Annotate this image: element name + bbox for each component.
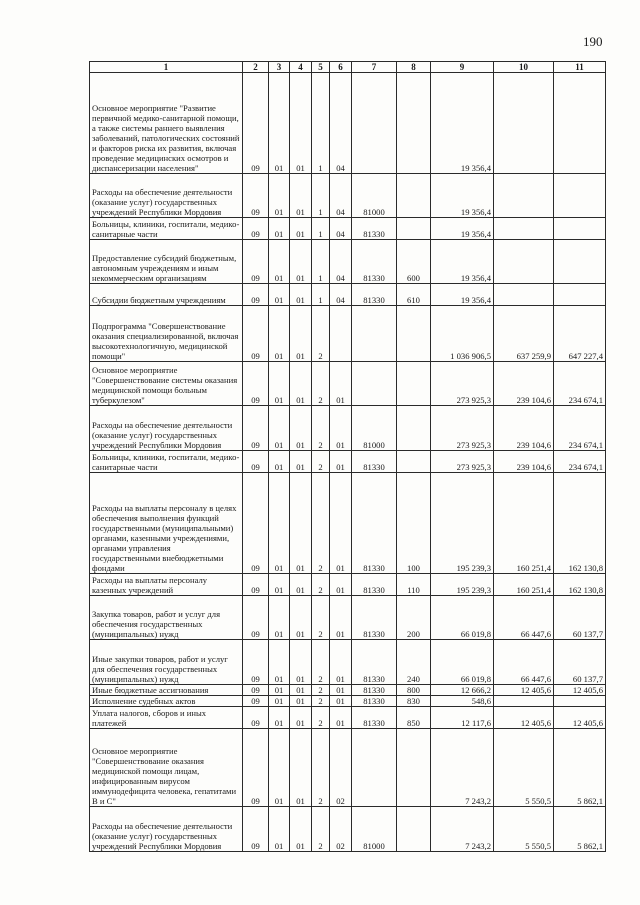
amount-year-2: 12 405,6	[494, 685, 554, 696]
amount-year-1: 19 356,4	[431, 284, 494, 306]
code-pr: 01	[290, 240, 312, 284]
amount-year-2: 66 447,6	[494, 596, 554, 640]
code-event: 02	[330, 807, 352, 852]
code-gp: 09	[243, 362, 269, 406]
table-row	[90, 406, 606, 451]
code-direction: 81330	[352, 574, 397, 596]
code-event: 01	[330, 451, 352, 473]
amount-year-1: 195 239,3	[431, 574, 494, 596]
code-gp: 09	[243, 451, 269, 473]
code-direction	[352, 362, 397, 406]
code-vr	[397, 451, 431, 473]
code-sub: 2	[312, 685, 330, 696]
code-vr	[397, 729, 431, 807]
code-pr: 01	[290, 696, 312, 707]
code-vr: 800	[397, 685, 431, 696]
header-col-1: 1	[90, 62, 243, 73]
code-sub: 2	[312, 406, 330, 451]
table-row	[90, 807, 606, 852]
code-rz: 01	[269, 174, 290, 218]
code-direction: 81330	[352, 473, 397, 574]
code-vr	[397, 73, 431, 174]
table-row	[90, 73, 606, 174]
budget-table	[89, 61, 606, 852]
amount-year-2: 160 251,4	[494, 574, 554, 596]
code-rz: 01	[269, 707, 290, 729]
amount-year-2: 66 447,6	[494, 640, 554, 685]
code-sub: 1	[312, 73, 330, 174]
code-rz: 01	[269, 240, 290, 284]
code-pr: 01	[290, 451, 312, 473]
row-name: Расходы на обеспечение деятельности (оказание услуг) государственных учреждений Республики Мордовия	[90, 807, 243, 852]
table-row	[90, 451, 606, 473]
header-col-3: 3	[269, 62, 290, 73]
amount-year-1: 195 239,3	[431, 473, 494, 574]
amount-year-3: 12 405,6	[554, 685, 606, 696]
code-vr: 830	[397, 696, 431, 707]
row-name: Основное мероприятие "Развитие первичной медико-санитарной помощи, а также системы раннего выявления заболеваний, патологических состояний и факторов риска их развития, включая проведение медицинских осмотров и диспансеризации населения"	[90, 73, 243, 174]
code-pr: 01	[290, 685, 312, 696]
code-rz: 01	[269, 306, 290, 362]
table-row	[90, 306, 606, 362]
code-gp: 09	[243, 596, 269, 640]
code-rz: 01	[269, 473, 290, 574]
code-vr	[397, 174, 431, 218]
code-rz: 01	[269, 406, 290, 451]
code-vr: 200	[397, 596, 431, 640]
amount-year-2	[494, 240, 554, 284]
amount-year-1: 273 925,3	[431, 362, 494, 406]
amount-year-3: 162 130,8	[554, 473, 606, 574]
amount-year-1: 19 356,4	[431, 73, 494, 174]
code-vr: 110	[397, 574, 431, 596]
amount-year-2	[494, 73, 554, 174]
code-pr: 01	[290, 218, 312, 240]
header-col-10: 10	[494, 62, 554, 73]
code-direction: 81330	[352, 451, 397, 473]
amount-year-3: 5 862,1	[554, 807, 606, 852]
table-row	[90, 640, 606, 685]
code-gp: 09	[243, 640, 269, 685]
code-direction: 81000	[352, 807, 397, 852]
header-row	[90, 62, 606, 73]
code-pr: 01	[290, 284, 312, 306]
code-pr: 01	[290, 640, 312, 685]
code-pr: 01	[290, 473, 312, 574]
table-row	[90, 174, 606, 218]
code-direction: 81000	[352, 406, 397, 451]
row-name: Основное мероприятие "Совершенствование системы оказания медицинской помощи больным туберкулезом"	[90, 362, 243, 406]
row-name: Расходы на обеспечение деятельности (оказание услуг) государственных учреждений Республики Мордовия	[90, 174, 243, 218]
code-pr: 01	[290, 174, 312, 218]
code-event: 02	[330, 729, 352, 807]
code-direction: 81330	[352, 218, 397, 240]
code-rz: 01	[269, 596, 290, 640]
header-col-11: 11	[554, 62, 606, 73]
amount-year-1: 548,6	[431, 696, 494, 707]
code-direction	[352, 73, 397, 174]
amount-year-3	[554, 174, 606, 218]
code-sub: 1	[312, 174, 330, 218]
code-sub: 2	[312, 807, 330, 852]
code-gp: 09	[243, 73, 269, 174]
amount-year-1: 273 925,3	[431, 406, 494, 451]
code-sub: 2	[312, 596, 330, 640]
table-row	[90, 284, 606, 306]
code-event: 04	[330, 240, 352, 284]
code-rz: 01	[269, 640, 290, 685]
code-sub: 2	[312, 574, 330, 596]
table-row	[90, 362, 606, 406]
code-gp: 09	[243, 707, 269, 729]
code-rz: 01	[269, 685, 290, 696]
header-col-8: 8	[397, 62, 431, 73]
amount-year-3: 234 674,1	[554, 406, 606, 451]
code-sub: 2	[312, 640, 330, 685]
amount-year-1: 273 925,3	[431, 451, 494, 473]
header-col-7: 7	[352, 62, 397, 73]
code-vr: 100	[397, 473, 431, 574]
code-direction: 81330	[352, 596, 397, 640]
amount-year-1: 66 019,8	[431, 640, 494, 685]
amount-year-3: 60 137,7	[554, 640, 606, 685]
header-col-6: 6	[330, 62, 352, 73]
code-sub: 1	[312, 218, 330, 240]
row-name: Предоставление субсидий бюджетным, автономным учреждениям и иным некоммерческим организациям	[90, 240, 243, 284]
amount-year-3	[554, 284, 606, 306]
code-rz: 01	[269, 807, 290, 852]
table-row	[90, 596, 606, 640]
amount-year-2	[494, 218, 554, 240]
code-event: 04	[330, 284, 352, 306]
code-vr: 240	[397, 640, 431, 685]
table-row	[90, 685, 606, 696]
row-name: Подпрограмма "Совершенствование оказания специализированной, включая высокотехнологичную, медицинской помощи"	[90, 306, 243, 362]
code-gp: 09	[243, 807, 269, 852]
table-row	[90, 473, 606, 574]
amount-year-2: 239 104,6	[494, 362, 554, 406]
code-gp: 09	[243, 174, 269, 218]
code-vr: 850	[397, 707, 431, 729]
code-vr	[397, 306, 431, 362]
amount-year-2	[494, 696, 554, 707]
code-pr: 01	[290, 406, 312, 451]
amount-year-3: 162 130,8	[554, 574, 606, 596]
code-direction: 81330	[352, 240, 397, 284]
code-event: 04	[330, 73, 352, 174]
amount-year-3	[554, 696, 606, 707]
row-name: Исполнение судебных актов	[90, 696, 243, 707]
amount-year-3	[554, 218, 606, 240]
code-direction: 81330	[352, 685, 397, 696]
code-pr: 01	[290, 807, 312, 852]
code-pr: 01	[290, 574, 312, 596]
code-sub: 2	[312, 306, 330, 362]
code-sub: 2	[312, 729, 330, 807]
amount-year-2	[494, 174, 554, 218]
table-row	[90, 707, 606, 729]
code-gp: 09	[243, 473, 269, 574]
code-pr: 01	[290, 362, 312, 406]
code-pr: 01	[290, 73, 312, 174]
code-sub: 2	[312, 707, 330, 729]
amount-year-1: 12 117,6	[431, 707, 494, 729]
amount-year-3: 60 137,7	[554, 596, 606, 640]
row-name: Иные бюджетные ассигнования	[90, 685, 243, 696]
code-direction: 81000	[352, 174, 397, 218]
code-event: 01	[330, 707, 352, 729]
amount-year-1: 19 356,4	[431, 240, 494, 284]
code-event: 01	[330, 696, 352, 707]
code-rz: 01	[269, 451, 290, 473]
amount-year-3	[554, 73, 606, 174]
code-gp: 09	[243, 406, 269, 451]
table-row	[90, 729, 606, 807]
row-name: Расходы на выплаты персоналу в целях обеспечения выполнения функций государственными (муниципальными) органами, казенными учреждениями, органами управления государственными внебюджетными фондами	[90, 473, 243, 574]
code-rz: 01	[269, 362, 290, 406]
amount-year-2: 12 405,6	[494, 707, 554, 729]
code-event: 01	[330, 596, 352, 640]
code-vr: 600	[397, 240, 431, 284]
table-row	[90, 240, 606, 284]
amount-year-3: 12 405,6	[554, 707, 606, 729]
amount-year-3: 647 227,4	[554, 306, 606, 362]
code-gp: 09	[243, 696, 269, 707]
code-vr: 610	[397, 284, 431, 306]
row-name: Закупка товаров, работ и услуг для обеспечения государственных (муниципальных) нужд	[90, 596, 243, 640]
amount-year-2: 239 104,6	[494, 451, 554, 473]
row-name: Субсидии бюджетным учреждениям	[90, 284, 243, 306]
code-gp: 09	[243, 218, 269, 240]
code-direction: 81330	[352, 284, 397, 306]
amount-year-2	[494, 284, 554, 306]
code-pr: 01	[290, 306, 312, 362]
amount-year-2: 160 251,4	[494, 473, 554, 574]
row-name: Уплата налогов, сборов и иных платежей	[90, 707, 243, 729]
row-name: Расходы на выплаты персоналу казенных учреждений	[90, 574, 243, 596]
amount-year-2: 5 550,5	[494, 807, 554, 852]
code-pr: 01	[290, 596, 312, 640]
code-gp: 09	[243, 240, 269, 284]
code-event: 01	[330, 473, 352, 574]
code-sub: 2	[312, 451, 330, 473]
header-col-5: 5	[312, 62, 330, 73]
code-direction: 81330	[352, 707, 397, 729]
code-event: 01	[330, 406, 352, 451]
code-vr	[397, 807, 431, 852]
row-name: Расходы на обеспечение деятельности (оказание услуг) государственных учреждений Республики Мордовия	[90, 406, 243, 451]
code-rz: 01	[269, 729, 290, 807]
amount-year-3: 234 674,1	[554, 451, 606, 473]
amount-year-3: 5 862,1	[554, 729, 606, 807]
table-row	[90, 696, 606, 707]
amount-year-1: 7 243,2	[431, 807, 494, 852]
amount-year-2: 5 550,5	[494, 729, 554, 807]
code-rz: 01	[269, 218, 290, 240]
table-row	[90, 574, 606, 596]
code-direction	[352, 729, 397, 807]
code-event: 04	[330, 218, 352, 240]
row-name: Больницы, клиники, госпитали, медико-санитарные части	[90, 218, 243, 240]
amount-year-1: 1 036 906,5	[431, 306, 494, 362]
row-name: Основное мероприятие "Совершенствование оказания медицинской помощи лицам, инфицированным вирусом иммунодефицита человека, гепатитами В и С"	[90, 729, 243, 807]
code-event: 01	[330, 574, 352, 596]
code-direction: 81330	[352, 640, 397, 685]
code-gp: 09	[243, 284, 269, 306]
code-sub: 1	[312, 284, 330, 306]
code-gp: 09	[243, 574, 269, 596]
code-event: 04	[330, 174, 352, 218]
code-gp: 09	[243, 306, 269, 362]
amount-year-3	[554, 240, 606, 284]
header-col-9: 9	[431, 62, 494, 73]
amount-year-2: 239 104,6	[494, 406, 554, 451]
table-row	[90, 218, 606, 240]
row-name: Иные закупки товаров, работ и услуг для обеспечения государственных (муниципальных) нужд	[90, 640, 243, 685]
code-sub: 2	[312, 696, 330, 707]
amount-year-1: 19 356,4	[431, 218, 494, 240]
amount-year-1: 66 019,8	[431, 596, 494, 640]
code-pr: 01	[290, 729, 312, 807]
code-vr	[397, 218, 431, 240]
code-rz: 01	[269, 73, 290, 174]
code-direction	[352, 306, 397, 362]
code-rz: 01	[269, 574, 290, 596]
amount-year-3: 234 674,1	[554, 362, 606, 406]
header-col-2: 2	[243, 62, 269, 73]
code-rz: 01	[269, 284, 290, 306]
amount-year-1: 19 356,4	[431, 174, 494, 218]
code-event: 01	[330, 640, 352, 685]
code-sub: 1	[312, 240, 330, 284]
code-vr	[397, 362, 431, 406]
code-rz: 01	[269, 696, 290, 707]
code-event: 01	[330, 362, 352, 406]
code-pr: 01	[290, 707, 312, 729]
code-gp: 09	[243, 685, 269, 696]
code-vr	[397, 406, 431, 451]
code-sub: 2	[312, 473, 330, 574]
code-direction: 81330	[352, 696, 397, 707]
code-event	[330, 306, 352, 362]
code-sub: 2	[312, 362, 330, 406]
amount-year-2: 637 259,9	[494, 306, 554, 362]
amount-year-1: 12 666,2	[431, 685, 494, 696]
page-number: 190	[583, 34, 603, 49]
header-col-4: 4	[290, 62, 312, 73]
row-name: Больницы, клиники, госпитали, медико-санитарные части	[90, 451, 243, 473]
amount-year-1: 7 243,2	[431, 729, 494, 807]
code-gp: 09	[243, 729, 269, 807]
code-event: 01	[330, 685, 352, 696]
